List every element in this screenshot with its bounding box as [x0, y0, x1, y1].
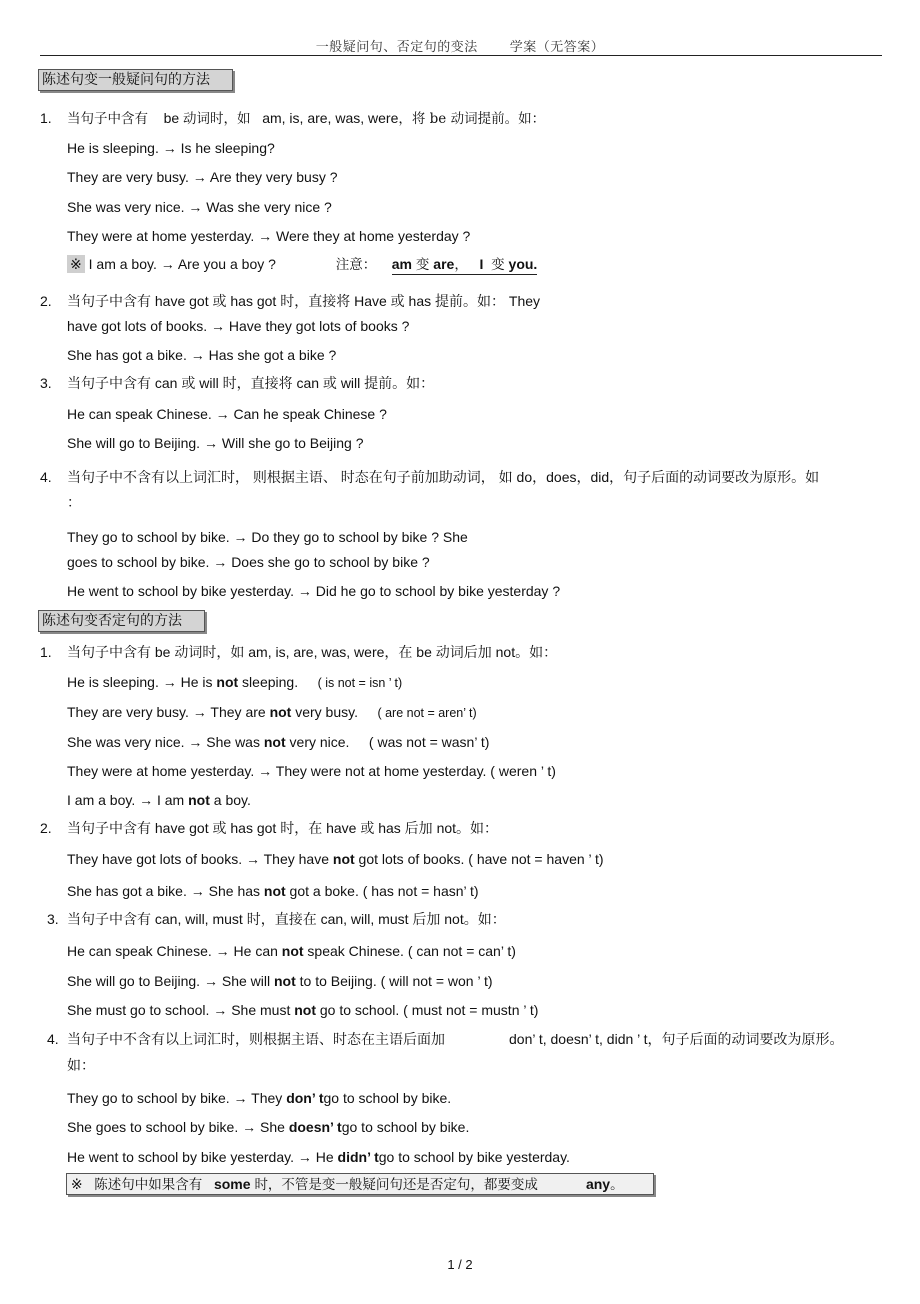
- rule-text: have got lots of books. → Have they got lots of books ?: [67, 318, 410, 334]
- rule-text: 当句子中不含有以上词汇时， 则根据主语、 时态在句子前加助动词， 如 do，does，did，句子后面的动词要改为原形。如: [67, 469, 820, 485]
- example-line: They go to school by bike. → Do they go to school by bike ? She: [67, 529, 468, 545]
- example-line: She will go to Beijing. → Will she go to Beijing ?: [67, 435, 364, 451]
- section-question-title: 陈述句变一般疑问句的方法: [38, 69, 233, 91]
- header-title: 一般疑问句、否定句的变法: [315, 40, 478, 55]
- example-line: She goes to school by bike. → She doesn’ tgo to school by bike.: [67, 1119, 470, 1135]
- example-line: He can speak Chinese. → He can not speak Chinese. ( can not = can’ t): [67, 943, 516, 959]
- rule-number: 3.: [47, 911, 59, 927]
- example-line: They were at home yesterday. → They were not at home yesterday. ( weren ’ t): [67, 763, 556, 779]
- example-line: They are very busy. → They are not very busy. ( are not = aren’ t): [67, 704, 477, 720]
- rule-number: 2.: [40, 820, 52, 836]
- example-line: She has got a bike. → She has not got a boke. ( has not = hasn’ t): [67, 883, 479, 899]
- rule-text: 当句子中含有 can 或 will 时，直接将 can 或 will 提前。如：: [67, 375, 435, 391]
- example-line: She has got a bike. → Has she got a bike ?: [67, 347, 337, 363]
- page-number: 1 / 2: [447, 1257, 473, 1272]
- rule-text: 如：: [67, 1057, 95, 1073]
- rule-text: 当句子中含有 be 动词时，如 am, is, are, was, were，在 be 动词后加 not。如：: [67, 644, 558, 660]
- example-line: She will go to Beijing. → She will not to to Beijing. ( will not = won ’ t): [67, 973, 493, 989]
- rule-number: 3.: [40, 375, 52, 391]
- example-line: She was very nice. → Was she very nice ?: [67, 199, 332, 215]
- example-line: He went to school by bike yesterday. → Did he go to school by bike yesterday ?: [67, 583, 561, 599]
- note-mark: ※: [70, 1176, 83, 1192]
- rule-text: don’ t, doesn’ t, didn ’ t，句子后面的动词要改为原形。: [509, 1031, 844, 1047]
- example-line: He is sleeping. → He is not sleeping. ( is not = isn ’ t): [67, 674, 403, 690]
- header-divider: [40, 55, 882, 56]
- header-subtitle: 学案（无答案）: [509, 40, 605, 55]
- rule-text: 当句子中含有 be 动词时，如 am, is, are, was, were，将 be 动词提前。如：: [67, 110, 546, 127]
- example-line: He can speak Chinese. → Can he speak Chinese ?: [67, 406, 387, 422]
- note-box: ※ 陈述句中如果含有 some 时，不管是变一般疑问句还是否定句，都要变成 any。: [66, 1173, 654, 1195]
- rule-number: 4.: [47, 1031, 59, 1047]
- example-line: They were at home yesterday. → Were they at home yesterday ?: [67, 228, 471, 244]
- rule-text: ：: [67, 494, 81, 510]
- rule-text: 当句子中含有 have got 或 has got 时，在 have 或 has 后加 not。如：: [67, 820, 499, 836]
- example-line: She must go to school. → She must not go to school. ( must not = mustn ’ t): [67, 1002, 539, 1018]
- example-line: He is sleeping. → Is he sleeping?: [67, 140, 275, 156]
- rule-text: 当句子中不含有以上词汇时，则根据主语、时态在主语后面加: [67, 1031, 445, 1047]
- example-line: goes to school by bike. → Does she go to school by bike ?: [67, 554, 430, 570]
- note-line: ※ I am a boy. → Are you a boy ? 注意： am 变 are， I 变 you.: [67, 255, 537, 274]
- section-negative-title: 陈述句变否定句的方法: [38, 610, 205, 632]
- rule-text: 当句子中含有 can, will, must 时，直接在 can, will, must 后加 not。如：: [67, 911, 506, 927]
- rule-number: 1.: [40, 110, 52, 126]
- rule-number: 4.: [40, 469, 52, 485]
- example-line: She was very nice. → She was not very nice. ( was not = wasn’ t): [67, 734, 490, 750]
- example-line: I am a boy. → I am not a boy.: [67, 792, 251, 808]
- example-line: They go to school by bike. → They don’ tgo to school by bike.: [67, 1090, 452, 1106]
- page-header: [0, 36, 920, 55]
- rule-number: 1.: [40, 644, 52, 660]
- note-mark: ※: [67, 255, 85, 273]
- example-line: They are very busy. → Are they very busy ?: [67, 169, 338, 185]
- rule-text: 当句子中含有 have got 或 has got 时，直接将 Have 或 has 提前。如： They: [67, 293, 541, 309]
- example-line: They have got lots of books. → They have not got lots of books. ( have not = haven ’ t): [67, 851, 604, 867]
- rule-number: 2.: [40, 293, 52, 309]
- note-underline: am 变 are， I 变 you.: [391, 256, 538, 273]
- example-line: He went to school by bike yesterday. → He didn’ tgo to school by bike yesterday.: [67, 1149, 570, 1165]
